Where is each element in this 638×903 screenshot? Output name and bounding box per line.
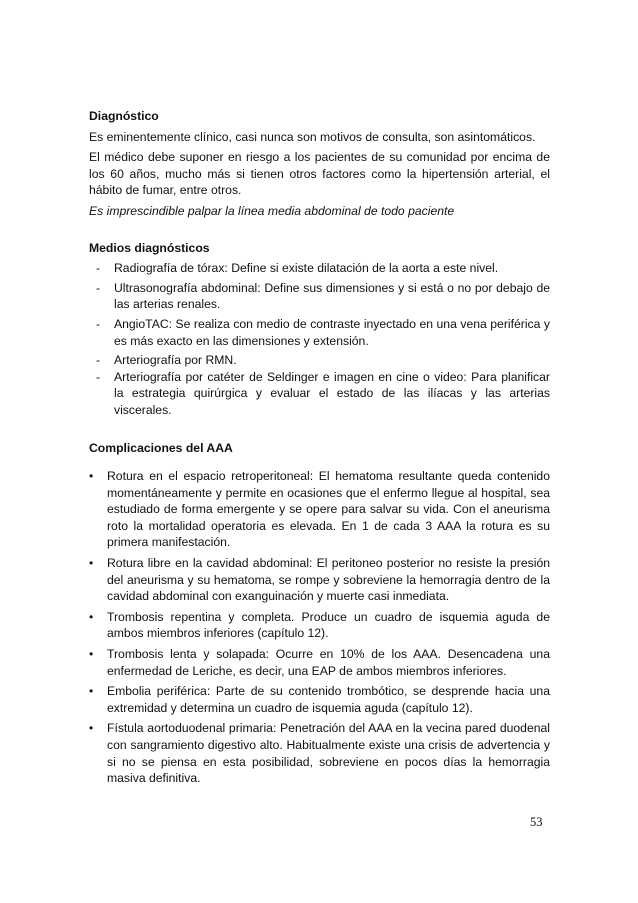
dash-marker: - (96, 353, 101, 368)
list-item (96, 316, 550, 349)
dash-marker: - (96, 261, 101, 276)
emphasis-paragraph: Es imprescindible palpar la línea media abdominal de todo paciente (89, 203, 455, 218)
list-item (96, 352, 550, 369)
list-item-text: Arteriografía por catéter de Seldinger e imagen en cine o video: Para planificar la estrategia quirúrgica y evaluar el estado de las ilíacas y las arterias viscerales. (114, 369, 550, 417)
section-heading-medios: Medios diagnósticos (89, 240, 210, 255)
list-item (89, 646, 550, 679)
bullet-marker: • (89, 469, 94, 484)
list-item (89, 468, 550, 551)
list-item-text: Arteriografía por RMN. (114, 353, 237, 368)
list-item-text: Embolia periférica: Parte de su contenido trombótico, se desprende hacia una extremidad y determina un cuadro de isquemia aguda (capítulo 12). (107, 684, 550, 715)
paragraph: Es eminentemente clínico, casi nunca son motivos de consulta, son asintomáticos. (89, 129, 536, 144)
list-item (96, 260, 550, 277)
bullet-marker: • (89, 684, 94, 699)
section-heading-complicaciones: Complicaciones del AAA (89, 440, 233, 455)
dash-list (89, 260, 550, 418)
bullet-list (89, 468, 550, 787)
dash-marker: - (96, 369, 101, 384)
list-item (96, 369, 550, 419)
dash-marker: - (96, 316, 101, 331)
list-item-text: Fístula aortoduodenal primaria: Penetración del AAA en la vecina pared duodenal con sangramiento digestivo alto. Habitualmente existe una crisis de advertencia y si no se piensa en esta posibilidad, sobreviene en pocos días la hemorragia masiva definitiva. (107, 721, 550, 786)
list-item-text: AngioTAC: Se realiza con medio de contraste inyectado en una vena periférica y es más exacto en las dimensiones y extensión. (114, 316, 550, 348)
list-item-text: Ultrasonografía abdominal: Define sus dimensiones y si está o no por debajo de las arterias renales. (114, 280, 550, 312)
list-item-text: Rotura en el espacio retroperitoneal: El hematoma resultante queda contenido momentáneamente y permite en ocasiones que el enfermo llegue al hospital, sea estudiado de forma emergente y se opere para salvar su vida. Con el aneurisma roto la mortalidad operatoria es elevada. En 1 de cada 3 AAA la rotura es su primera manifestación. (107, 469, 550, 550)
list-item-text: Rotura libre en la cavidad abdominal: El peritoneo posterior no resiste la presión del aneurisma y su hematoma, se rompe y sobreviene la hemorragia dentro de la cavidad abdominal con exanguinación y muerte casi inmediata. (107, 556, 550, 604)
list-item (96, 280, 550, 313)
dash-marker: - (96, 280, 101, 295)
page-number: 53 (530, 815, 543, 829)
bullet-marker: • (89, 556, 94, 571)
bullet-marker: • (89, 647, 94, 662)
list-item-text: Radiografía de tórax: Define si existe dilatación de la aorta a este nivel. (114, 261, 499, 276)
section-heading-diagnostico: Diagnóstico (89, 109, 159, 123)
list-item-text: Trombosis lenta y solapada: Ocurre en 10% de los AAA. Desencadena una enfermedad de Leriche, es decir, una EAP de ambos miembros inferiores. (107, 647, 550, 678)
list-item (89, 555, 550, 605)
list-item (89, 609, 550, 642)
bullet-marker: • (89, 721, 94, 736)
list-item-text: Trombosis repentina y completa. Produce un cuadro de isquemia aguda de ambos miembros inferiores (capítulo 12). (107, 609, 550, 641)
page-body (89, 108, 550, 791)
list-item (89, 720, 550, 786)
list-item (89, 683, 550, 716)
bullet-marker: • (89, 609, 94, 624)
paragraph: El médico debe suponer en riesgo a los pacientes de su comunidad por encima de los 60 años, mucho más si tienen otros factores como la hipertensión arterial, el hábito de fumar, entre otros. (89, 150, 550, 198)
